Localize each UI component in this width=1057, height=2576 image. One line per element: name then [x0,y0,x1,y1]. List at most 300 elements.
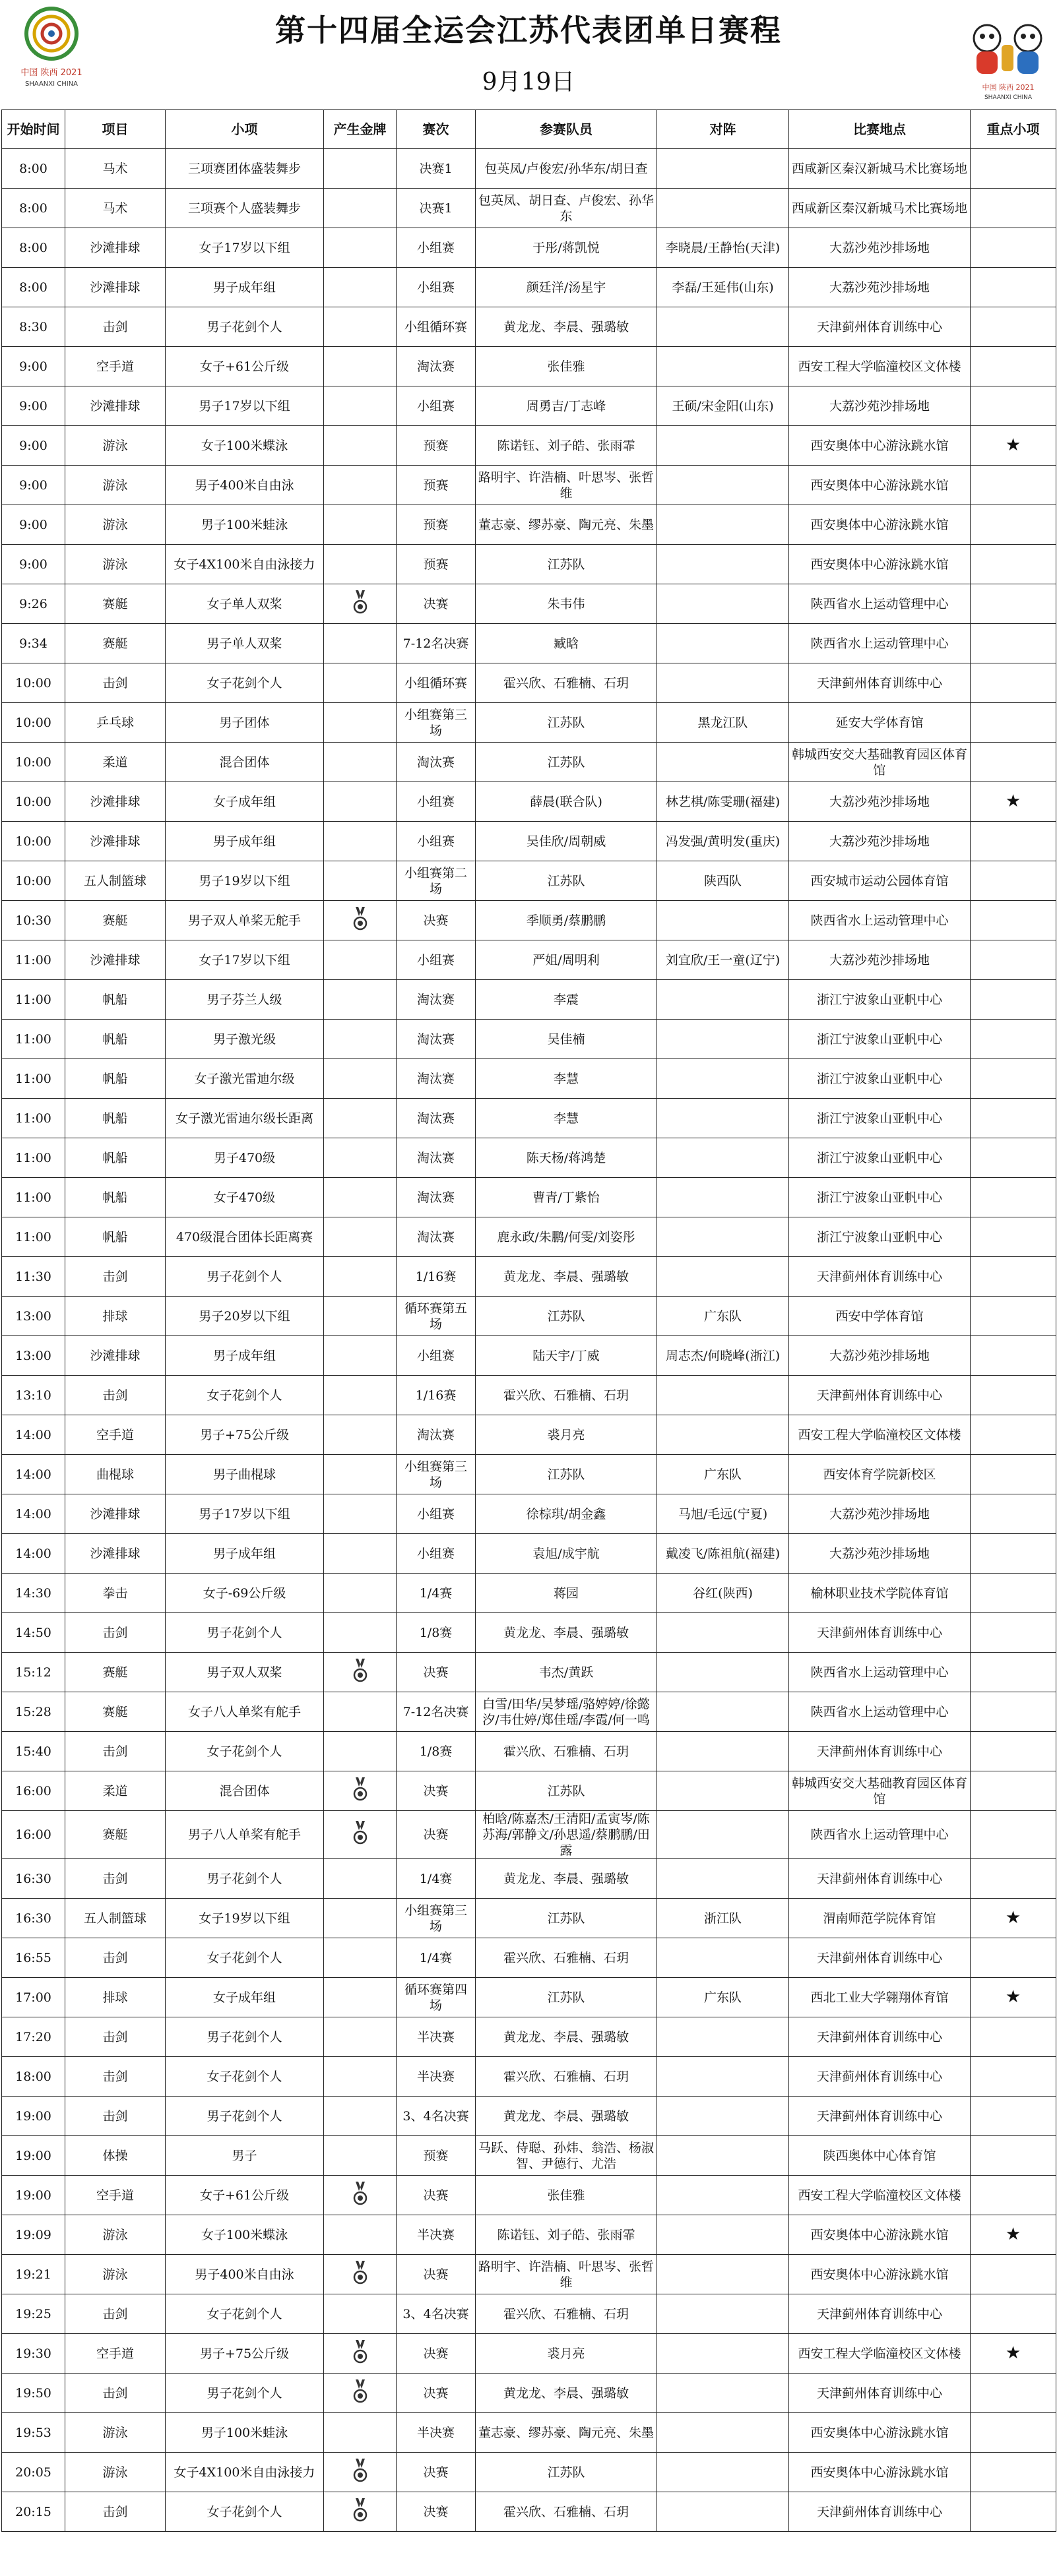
col-event-cell: 女子花剑个人 [166,2294,324,2334]
table-row [2,624,1056,663]
logo-right-text: 中国 陕西 2021 [982,83,1035,92]
col-round-cell: 7-12名决赛 [397,1692,476,1732]
table-row [2,1099,1056,1138]
col-round-cell: 淘汰赛 [397,1059,476,1099]
col-round-cell: 3、4名决赛 [397,2097,476,2136]
col-opponent-cell [657,1938,789,1978]
page-title: 第十四届全运会江苏代表团单日赛程 [275,13,782,48]
table-row [2,822,1056,861]
col-key-cell [971,822,1056,861]
col-key-cell [971,1978,1056,2017]
table-row [2,1455,1056,1494]
col-venue-cell: 浙江宁波象山亚帆中心 [789,980,971,1020]
col-medal-cell [324,1938,397,1978]
col-event-cell: 男子花剑个人 [166,1859,324,1899]
col-start-time-cell: 8:00 [2,228,65,268]
col-key-cell [971,1297,1056,1336]
col-medal-cell [324,2413,397,2453]
col-start-time-cell: 14:30 [2,1574,65,1613]
table-row [2,1336,1056,1376]
col-venue-cell: 延安大学体育馆 [789,703,971,743]
col-start-time-cell: 15:28 [2,1692,65,1732]
col-round-cell: 半决赛 [397,2057,476,2097]
col-opponent-cell: 周志杰/何晓峰(浙江) [657,1336,789,1376]
col-venue-cell: 陕西奥体中心体育馆 [789,2136,971,2176]
col-athletes-cell: 江苏队 [476,1297,657,1336]
col-venue-cell: 大荔沙苑沙排场地 [789,1336,971,1376]
table-row [2,940,1056,980]
col-round-cell: 预赛 [397,426,476,466]
col-key-cell [971,1455,1056,1494]
table-row [2,2097,1056,2136]
col-medal-cell [324,1494,397,1534]
key-star-icon: ★ [1005,435,1021,455]
col-event-cell: 女子+61公斤级 [166,2176,324,2215]
col-key-cell [971,307,1056,347]
table-row [2,2413,1056,2453]
col-opponent-cell: 浙江队 [657,1899,789,1938]
col-round-cell: 小组赛第三场 [397,1899,476,1938]
col-venue-cell: 大荔沙苑沙排场地 [789,268,971,307]
col-opponent-cell [657,1099,789,1138]
col-athletes-cell: 李震 [476,980,657,1020]
col-round-cell: 小组赛 [397,228,476,268]
col-sport-cell: 帆船 [65,1099,166,1138]
col-round-cell: 决赛 [397,901,476,940]
col-medal-cell [324,1138,397,1178]
col-event-cell: 男子双人双桨 [166,1653,324,1692]
col-key-cell [971,1257,1056,1297]
col-start-time-cell: 16:30 [2,1859,65,1899]
col-event-cell: 男子470级 [166,1138,324,1178]
medal-icon [352,590,369,614]
col-venue-cell: 西安体育学院新校区 [789,1455,971,1494]
col-round-cell: 淘汰赛 [397,743,476,782]
col-venue-cell: 西安工程大学临潼校区文体楼 [789,347,971,386]
col-key-cell [971,2176,1056,2215]
col-athletes-cell: 霍兴欣、石雅楠、石玥 [476,2294,657,2334]
col-sport-header: 项目 [65,110,166,149]
col-medal-cell [324,1059,397,1099]
col-event-cell: 混合团体 [166,1771,324,1811]
col-key-cell [971,940,1056,980]
col-start-time-cell: 19:21 [2,2255,65,2294]
col-start-time-cell: 19:00 [2,2176,65,2215]
col-round-cell: 淘汰赛 [397,1217,476,1257]
col-medal-cell [324,1978,397,2017]
col-venue-cell: 天津蓟州体育训练中心 [789,1613,971,1653]
col-round-cell: 小组赛 [397,1494,476,1534]
col-venue-cell: 天津蓟州体育训练中心 [789,2017,971,2057]
col-medal-cell [324,782,397,822]
key-star-icon: ★ [1005,2224,1021,2244]
col-start-time-cell: 13:00 [2,1297,65,1336]
col-sport-cell: 击剑 [65,1732,166,1771]
col-key-cell [971,1138,1056,1178]
table-row [2,1178,1056,1217]
table-row [2,1415,1056,1455]
col-opponent-cell: 李磊/王延伟(山东) [657,268,789,307]
col-sport-cell: 五人制篮球 [65,861,166,901]
col-opponent-cell: 陕西队 [657,861,789,901]
col-round-cell: 决赛 [397,584,476,624]
col-sport-cell: 游泳 [65,426,166,466]
col-start-time-cell: 11:00 [2,940,65,980]
col-opponent-cell [657,2017,789,2057]
table-row [2,1978,1056,2017]
col-opponent-cell: 戴凌飞/陈祖航(福建) [657,1534,789,1574]
col-key-cell [971,782,1056,822]
col-medal-cell [324,1613,397,1653]
col-opponent-cell [657,743,789,782]
col-medal-cell [324,2334,397,2374]
col-key-cell [971,1534,1056,1574]
table-row [2,149,1056,189]
col-medal-cell [324,624,397,663]
col-round-cell: 淘汰赛 [397,1415,476,1455]
col-venue-cell: 陕西省水上运动管理中心 [789,1811,971,1859]
col-athletes-cell: 霍兴欣、石雅楠、石玥 [476,2492,657,2532]
col-athletes-cell: 李慧 [476,1099,657,1138]
col-medal-cell [324,1376,397,1415]
col-athletes-cell: 董志豪、缪苏豪、陶元亮、朱墨 [476,2413,657,2453]
col-event-cell: 男子单人双桨 [166,624,324,663]
col-athletes-cell: 颜廷洋/汤星宇 [476,268,657,307]
col-opponent-cell: 林艺棋/陈雯珊(福建) [657,782,789,822]
col-athletes-cell: 江苏队 [476,703,657,743]
col-venue-cell: 天津蓟州体育训练中心 [789,1938,971,1978]
col-venue-cell: 榆林职业技术学院体育馆 [789,1574,971,1613]
col-venue-cell: 西安奥体中心游泳跳水馆 [789,426,971,466]
table-body [2,149,1056,2532]
col-medal-cell [324,901,397,940]
col-opponent-cell: 冯发强/黄明发(重庆) [657,822,789,861]
col-sport-cell: 排球 [65,1297,166,1336]
table-row [2,2017,1056,2057]
col-round-cell: 循环赛第五场 [397,1297,476,1336]
col-venue-cell: 大荔沙苑沙排场地 [789,1534,971,1574]
col-medal-cell [324,743,397,782]
col-opponent-cell [657,1138,789,1178]
col-event-cell: 男子花剑个人 [166,1257,324,1297]
col-start-time-cell: 8:00 [2,268,65,307]
table-row [2,1732,1056,1771]
col-venue-cell: 西咸新区秦汉新城马术比赛场地 [789,189,971,228]
col-key-cell [971,2453,1056,2492]
col-round-cell: 决赛 [397,2334,476,2374]
col-opponent-cell [657,1376,789,1415]
medal-icon [352,1659,369,1682]
col-medal-header: 产生金牌 [324,110,397,149]
col-venue-cell: 大荔沙苑沙排场地 [789,940,971,980]
col-medal-cell [324,1178,397,1217]
col-event-cell: 女子100米蝶泳 [166,2215,324,2255]
col-round-cell: 决赛 [397,1771,476,1811]
col-medal-cell [324,1574,397,1613]
table-row [2,703,1056,743]
col-athletes-cell: 吴佳欣/周朝威 [476,822,657,861]
table-row [2,2057,1056,2097]
mascot-icon [962,12,1054,104]
col-athletes-cell: 黄龙龙、李晨、强璐敏 [476,307,657,347]
col-event-cell: 男子曲棍球 [166,1455,324,1494]
col-venue-cell: 西安中学体育馆 [789,1297,971,1336]
col-event-cell: 男子+75公斤级 [166,2334,324,2374]
col-start-time-cell: 20:05 [2,2453,65,2492]
col-opponent-cell [657,1178,789,1217]
col-round-cell: 预赛 [397,2136,476,2176]
col-athletes-cell: 包英凤/卢俊宏/孙华东/胡日查 [476,149,657,189]
col-key-cell [971,2413,1056,2453]
col-sport-cell: 空手道 [65,2334,166,2374]
col-event-cell: 女子19岁以下组 [166,1899,324,1938]
col-key-cell [971,1653,1056,1692]
col-sport-cell: 击剑 [65,2492,166,2532]
col-athletes-cell: 裘月亮 [476,2334,657,2374]
col-venue-cell: 西安奥体中心游泳跳水馆 [789,2215,971,2255]
col-key-cell [971,426,1056,466]
col-sport-cell: 乒乓球 [65,703,166,743]
col-medal-cell [324,703,397,743]
logo-left-sub: SHAANXI CHINA [24,80,79,88]
col-round-cell: 小组赛 [397,1336,476,1376]
table-row [2,1217,1056,1257]
col-event-cell: 男子20岁以下组 [166,1297,324,1336]
col-round-cell: 小组赛第三场 [397,703,476,743]
col-sport-cell: 游泳 [65,466,166,505]
col-event-cell: 三项赛个人盛装舞步 [166,189,324,228]
col-medal-cell [324,1732,397,1771]
col-event-cell: 女子花剑个人 [166,1732,324,1771]
col-venue-cell: 西安奥体中心游泳跳水馆 [789,2413,971,2453]
col-event-cell: 混合团体 [166,743,324,782]
col-sport-cell: 马术 [65,189,166,228]
col-key-cell [971,1376,1056,1415]
col-athletes-cell: 马跃、侍聪、孙炜、翁浩、杨淑智、尹德行、尤浩 [476,2136,657,2176]
col-start-time-cell: 8:30 [2,307,65,347]
col-event-cell: 470级混合团体长距离赛 [166,1217,324,1257]
col-key-cell [971,1859,1056,1899]
medal-icon [352,2261,369,2285]
col-key-cell [971,1732,1056,1771]
col-opponent-cell [657,663,789,703]
col-medal-cell [324,466,397,505]
col-start-time-cell: 14:00 [2,1494,65,1534]
col-event-cell: 男子成年组 [166,822,324,861]
col-key-cell [971,1494,1056,1534]
col-venue-cell: 西咸新区秦汉新城马术比赛场地 [789,149,971,189]
col-key-cell [971,1771,1056,1811]
col-athletes-cell: 李慧 [476,1059,657,1099]
col-opponent-header: 对阵 [657,110,789,149]
col-opponent-cell: 马旭/毛远(宁夏) [657,1494,789,1534]
col-start-time-cell: 10:00 [2,703,65,743]
col-event-cell: 女子4X100米自由泳接力 [166,2453,324,2492]
table-row [2,1059,1056,1099]
col-sport-cell: 曲棍球 [65,1455,166,1494]
col-sport-cell: 帆船 [65,1217,166,1257]
col-sport-cell: 沙滩排球 [65,1534,166,1574]
col-medal-cell [324,1257,397,1297]
col-athletes-cell: 周勇吉/丁志峰 [476,386,657,426]
col-sport-cell: 柔道 [65,743,166,782]
col-key-cell [971,2057,1056,2097]
col-sport-cell: 沙滩排球 [65,1336,166,1376]
col-opponent-cell [657,1859,789,1899]
col-venue-cell: 浙江宁波象山亚帆中心 [789,1217,971,1257]
col-key-cell [971,1059,1056,1099]
col-athletes-cell: 黄龙龙、李晨、强璐敏 [476,2017,657,2057]
col-opponent-cell [657,2294,789,2334]
col-sport-cell: 沙滩排球 [65,386,166,426]
table-row [2,1899,1056,1938]
col-venue-cell: 西安工程大学临潼校区文体楼 [789,1415,971,1455]
col-round-cell: 决赛 [397,2453,476,2492]
col-start-time-cell: 15:12 [2,1653,65,1692]
col-event-cell: 女子花剑个人 [166,2057,324,2097]
col-key-cell [971,2255,1056,2294]
table-row [2,2334,1056,2374]
col-event-cell: 三项赛团体盛装舞步 [166,149,324,189]
col-venue-cell: 西安工程大学临潼校区文体楼 [789,2334,971,2374]
col-venue-cell: 陕西省水上运动管理中心 [789,1653,971,1692]
col-start-time-cell: 9:00 [2,505,65,545]
col-opponent-cell [657,1653,789,1692]
col-sport-cell: 击剑 [65,2057,166,2097]
page-header [0,0,1057,115]
col-start-time-cell: 11:30 [2,1257,65,1297]
col-key-header: 重点小项 [971,110,1056,149]
col-key-cell [971,1217,1056,1257]
col-athletes-cell: 陈天杨/蒋鸿楚 [476,1138,657,1178]
col-medal-cell [324,1534,397,1574]
col-medal-cell [324,307,397,347]
col-start-time-cell: 11:00 [2,1059,65,1099]
col-key-cell [971,1899,1056,1938]
table-row [2,2136,1056,2176]
col-sport-cell: 体操 [65,2136,166,2176]
col-athletes-cell: 江苏队 [476,743,657,782]
col-opponent-cell [657,2334,789,2374]
col-start-time-cell: 19:53 [2,2413,65,2453]
col-athletes-cell: 于彤/蒋凯悦 [476,228,657,268]
medal-icon [352,1777,369,1801]
col-event-cell: 男子花剑个人 [166,2374,324,2413]
col-athletes-cell: 严姐/周明利 [476,940,657,980]
col-event-cell: 女子17岁以下组 [166,228,324,268]
col-round-cell: 循环赛第四场 [397,1978,476,2017]
col-start-time-cell: 10:00 [2,782,65,822]
col-medal-cell [324,2136,397,2176]
col-round-cell: 预赛 [397,505,476,545]
col-sport-cell: 击剑 [65,1613,166,1653]
col-medal-cell [324,268,397,307]
col-round-cell: 决赛 [397,2176,476,2215]
col-round-cell: 1/8赛 [397,1732,476,1771]
col-key-cell [971,505,1056,545]
table-row [2,1938,1056,1978]
col-venue-cell: 西安工程大学临潼校区文体楼 [789,2176,971,2215]
col-athletes-cell: 鹿永政/朱鹏/何雯/刘姿彤 [476,1217,657,1257]
col-medal-cell [324,2453,397,2492]
col-start-time-cell: 10:00 [2,743,65,782]
col-athletes-cell: 江苏队 [476,861,657,901]
col-venue-cell: 浙江宁波象山亚帆中心 [789,1099,971,1138]
col-key-cell [971,1613,1056,1653]
col-sport-cell: 游泳 [65,2215,166,2255]
col-event-cell: 男子+75公斤级 [166,1415,324,1455]
col-round-cell: 7-12名决赛 [397,624,476,663]
col-start-time-cell: 9:00 [2,466,65,505]
col-key-cell [971,2492,1056,2532]
col-opponent-cell: 刘宜欣/王一童(辽宁) [657,940,789,980]
table-header-row [2,110,1056,149]
col-key-cell [971,2334,1056,2374]
col-opponent-cell [657,901,789,940]
col-key-cell [971,228,1056,268]
col-opponent-cell: 谷红(陕西) [657,1574,789,1613]
col-round-cell: 淘汰赛 [397,347,476,386]
col-event-cell: 男子成年组 [166,1336,324,1376]
col-event-cell: 女子-69公斤级 [166,1574,324,1613]
col-medal-cell [324,861,397,901]
col-round-cell: 小组赛第二场 [397,861,476,901]
col-key-cell [971,347,1056,386]
medal-icon [352,907,369,931]
col-athletes-cell: 黄龙龙、李晨、强璐敏 [476,2097,657,2136]
col-event-cell: 男子八人单桨有舵手 [166,1811,324,1859]
col-round-cell: 小组循环赛 [397,663,476,703]
table-row [2,1811,1056,1859]
col-start-time-cell: 17:20 [2,2017,65,2057]
col-athletes-cell: 霍兴欣、石雅楠、石玥 [476,2057,657,2097]
col-medal-cell [324,386,397,426]
col-start-time-cell: 9:00 [2,426,65,466]
col-medal-cell [324,2017,397,2057]
col-medal-cell [324,663,397,703]
col-round-cell: 小组赛 [397,940,476,980]
col-opponent-cell [657,1732,789,1771]
col-venue-cell: 大荔沙苑沙排场地 [789,822,971,861]
col-medal-cell [324,1692,397,1732]
col-medal-cell [324,2374,397,2413]
col-opponent-cell [657,1020,789,1059]
col-start-time-cell: 16:00 [2,1811,65,1859]
col-sport-cell: 沙滩排球 [65,268,166,307]
col-key-cell [971,2374,1056,2413]
col-key-cell [971,980,1056,1020]
logo-right-sub: SHAANXI CHINA [984,94,1033,101]
col-key-cell [971,1574,1056,1613]
col-sport-cell: 柔道 [65,1771,166,1811]
col-event-cell: 男子花剑个人 [166,1613,324,1653]
table-row [2,901,1056,940]
col-medal-cell [324,1771,397,1811]
table-row [2,426,1056,466]
col-sport-cell: 游泳 [65,505,166,545]
col-key-cell [971,1178,1056,1217]
table-row [2,2294,1056,2334]
col-sport-cell: 帆船 [65,980,166,1020]
col-sport-cell: 击剑 [65,1938,166,1978]
col-start-time-cell: 14:00 [2,1455,65,1494]
key-star-icon: ★ [1005,1986,1021,2007]
col-athletes-cell: 张佳雅 [476,2176,657,2215]
col-medal-cell [324,1217,397,1257]
col-medal-cell [324,2176,397,2215]
col-opponent-cell [657,149,789,189]
col-sport-cell: 沙滩排球 [65,940,166,980]
